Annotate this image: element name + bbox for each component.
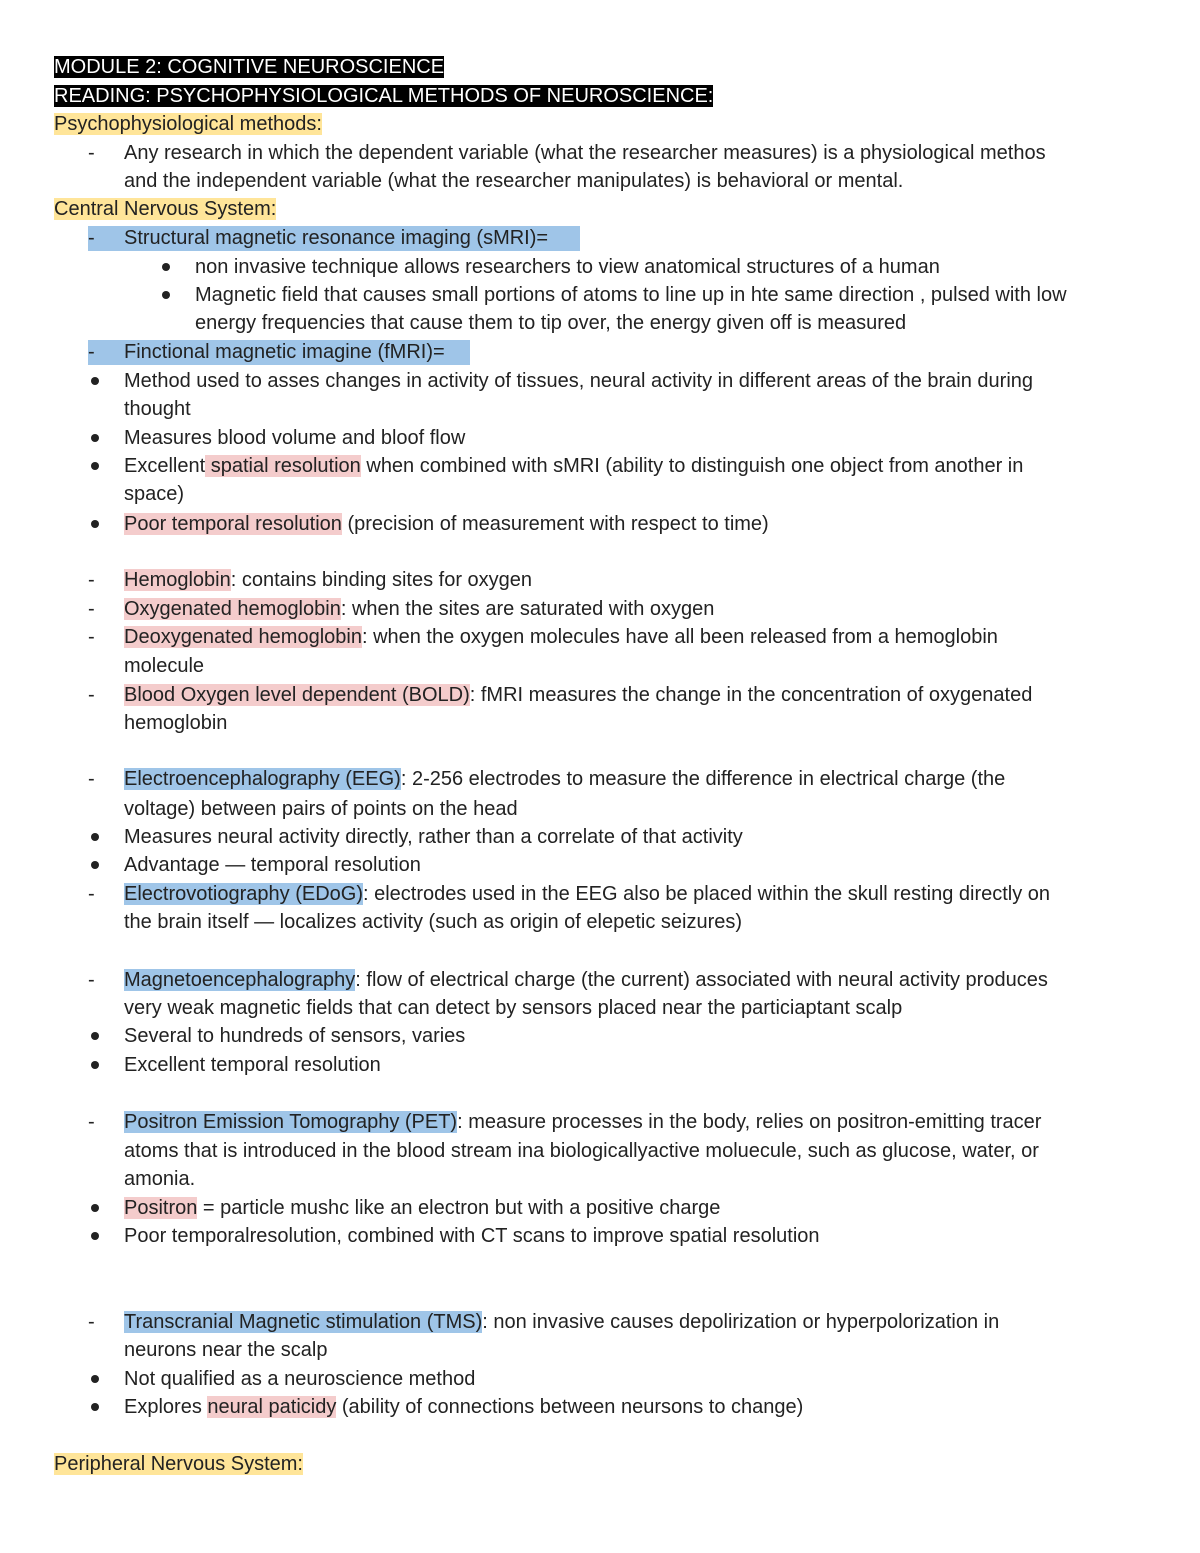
- fmri-bullet-3b: space): [124, 483, 185, 505]
- bullet-icon: [91, 520, 99, 528]
- tms-bullet-1: Not qualified as a neuroscience method: [124, 1368, 476, 1390]
- bullet-icon: [91, 462, 99, 470]
- fmri-title: Finctional magnetic imagine (fMRI)=: [124, 341, 445, 363]
- pet-bullet-1-post: = particle mushc like an electron but with a positive charge: [197, 1197, 721, 1219]
- term-meg: Magnetoencephalography: [124, 969, 356, 991]
- dash-marker: -: [88, 684, 95, 706]
- psych-heading-text: Psychophysiological methods:: [54, 113, 322, 135]
- tms-bullet-2: [124, 1393, 803, 1421]
- term-spatial-resolution: spatial resolution: [205, 455, 361, 477]
- reading-title: [54, 82, 713, 110]
- smri-title: Structural magnetic resonance imaging (sMRI)=: [124, 227, 549, 249]
- tms-line-2: neurons near the scalp: [124, 1339, 328, 1361]
- smri-bullet-1: non invasive technique allows researchers to view anatomical structures of a human: [195, 256, 940, 278]
- meg-bullet-1: Several to hundreds of sensors, varies: [124, 1025, 466, 1047]
- pet-line-1: [124, 1108, 1041, 1136]
- fmri-bullet-2: Measures blood volume and bloof flow: [124, 427, 466, 449]
- meg-line-1: [124, 966, 1048, 994]
- term-bold: Blood Oxygen level dependent (BOLD): [124, 684, 470, 706]
- term-poor-temporal-resolution: Poor temporal resolution: [124, 513, 342, 535]
- pet-bullet-2: Poor temporalresolution, combined with CT scans to improve spatial resolution: [124, 1225, 820, 1247]
- fmri-bullet-1a: Method used to asses changes in activity of tissues, neural activity in different areas of the brain during: [124, 370, 1034, 392]
- fmri-bullet-3: [124, 452, 1023, 480]
- tms-line-1: [124, 1308, 999, 1336]
- hemo-line-3: [124, 623, 998, 651]
- hemo-line-2: [124, 595, 714, 623]
- dash-marker: -: [88, 626, 95, 648]
- hemo-line-3-post: : when the oxygen molecules have all been released from a hemoglobin: [361, 626, 998, 648]
- bullet-icon: [91, 1403, 99, 1411]
- cns-heading-text: Central Nervous System:: [54, 198, 277, 220]
- dash-marker: -: [88, 569, 95, 591]
- term-eeg: Electroencephalography (EEG): [124, 768, 401, 790]
- meg-line-1-post: : flow of electrical charge (the current) associated with neural activity produces: [355, 969, 1048, 991]
- bullet-icon: [91, 1032, 99, 1040]
- dash-marker: -: [88, 1311, 95, 1333]
- eeg-line-1-post: : 2-256 electrodes to measure the difference in electrical charge (the: [400, 768, 1006, 790]
- psych-line-2: and the independent variable (what the researcher manipulates) is behavioral or mental.: [124, 170, 904, 192]
- tms-line-1-post: : non invasive causes depolirization or hyperpolorization in: [482, 1311, 1000, 1333]
- pns-heading: [54, 1450, 303, 1478]
- fmri-bullet-4-post: (precision of measurement with respect to time): [341, 513, 769, 535]
- eeg-line-2: voltage) between pairs of points on the head: [124, 798, 518, 820]
- term-pet: Positron Emission Tomography (PET): [124, 1111, 458, 1133]
- dash-marker: -: [88, 768, 95, 790]
- dash-marker: -: [88, 1111, 95, 1133]
- dash-marker: -: [88, 142, 95, 164]
- bullet-icon: [91, 434, 99, 442]
- tms-bullet-2-pre: Explores: [124, 1396, 208, 1418]
- fmri-bullet-4: [124, 510, 769, 538]
- hemo-line-1: [124, 566, 532, 594]
- dash-marker: -: [88, 969, 95, 991]
- tms-bullet-2-post: (ability of connections between neursons to change): [336, 1396, 804, 1418]
- term-tms: Transcranial Magnetic stimulation (TMS): [124, 1311, 483, 1333]
- bullet-icon: [91, 833, 99, 841]
- hemo-line-4-post: : fMRI measures the change in the concentration of oxygenated: [469, 684, 1033, 706]
- meg-line-2: very weak magnetic fields that can detect by sensors placed near the particiaptant scalp: [124, 997, 903, 1019]
- pet-line-2: atoms that is introduced in the blood stream ina biologicallyactive moluecule, such as glucose, water, or: [124, 1140, 1039, 1162]
- term-hemoglobin: Hemoglobin: [124, 569, 231, 591]
- term-neural-paticidy: neural paticidy: [207, 1396, 337, 1418]
- module-title: [54, 53, 444, 81]
- edog-line-1: [124, 880, 1050, 908]
- hemo-line-4b: hemoglobin: [124, 712, 228, 734]
- hemo-line-3b: molecule: [124, 655, 205, 677]
- dash-marker: -: [88, 341, 95, 363]
- hemo-line-2-post: : when the sites are saturated with oxygen: [340, 598, 715, 620]
- smri-bullet-2a: Magnetic field that causes small portions of atoms to line up in hte same direction , pulsed with low: [195, 284, 1067, 306]
- bullet-icon: [91, 1232, 99, 1240]
- meg-bullet-2: Excellent temporal resolution: [124, 1054, 381, 1076]
- hemo-line-1-post: : contains binding sites for oxygen: [230, 569, 533, 591]
- eeg-bullet-2: Advantage — temporal resolution: [124, 854, 421, 876]
- dash-marker: -: [88, 598, 95, 620]
- reading-title-text: READING: PSYCHOPHYSIOLOGICAL METHODS OF NEUROSCIENCE:: [54, 85, 714, 107]
- bullet-icon: [162, 291, 170, 299]
- edog-line-2: the brain itself — localizes activity (such as origin of elepetic seizures): [124, 911, 743, 933]
- psych-heading: [54, 110, 322, 138]
- dash-marker: -: [88, 227, 95, 249]
- term-positron: Positron: [124, 1197, 198, 1219]
- pet-bullet-1: [124, 1194, 720, 1222]
- bullet-icon: [91, 861, 99, 869]
- bullet-icon: [91, 1204, 99, 1212]
- cns-heading: [54, 195, 276, 223]
- fmri-bullet-3-post: when combined with sMRI (ability to distinguish one object from another in: [360, 455, 1024, 477]
- bullet-icon: [91, 1375, 99, 1383]
- fmri-bullet-3-pre: Excellent: [124, 455, 206, 477]
- eeg-bullet-1: Measures neural activity directly, rather than a correlate of that activity: [124, 826, 743, 848]
- hemo-line-4: [124, 681, 1032, 709]
- bullet-icon: [162, 263, 170, 271]
- pet-line-1-post: : measure processes in the body, relies on positron-emitting tracer: [457, 1111, 1042, 1133]
- bullet-icon: [91, 1061, 99, 1069]
- module-title-text: MODULE 2: COGNITIVE NEUROSCIENCE: [54, 56, 445, 78]
- dash-marker: -: [88, 883, 95, 905]
- term-edog: Electrovotiography (EDoG): [124, 883, 363, 905]
- term-deoxygenated-hemoglobin: Deoxygenated hemoglobin: [124, 626, 362, 648]
- edog-line-1-post: : electrodes used in the EEG also be placed within the skull resting directly on: [362, 883, 1051, 905]
- bullet-icon: [91, 377, 99, 385]
- smri-bullet-2b: energy frequencies that cause them to tip over, the energy given off is measured: [195, 312, 907, 334]
- pns-heading-text: Peripheral Nervous System:: [54, 1453, 303, 1475]
- psych-line-1: Any research in which the dependent variable (what the researcher measures) is a physiological methos: [124, 142, 1046, 164]
- term-oxygenated-hemoglobin: Oxygenated hemoglobin: [124, 598, 341, 620]
- eeg-line-1: [124, 765, 1005, 793]
- fmri-bullet-1b: thought: [124, 398, 191, 420]
- pet-line-3: amonia.: [124, 1168, 196, 1190]
